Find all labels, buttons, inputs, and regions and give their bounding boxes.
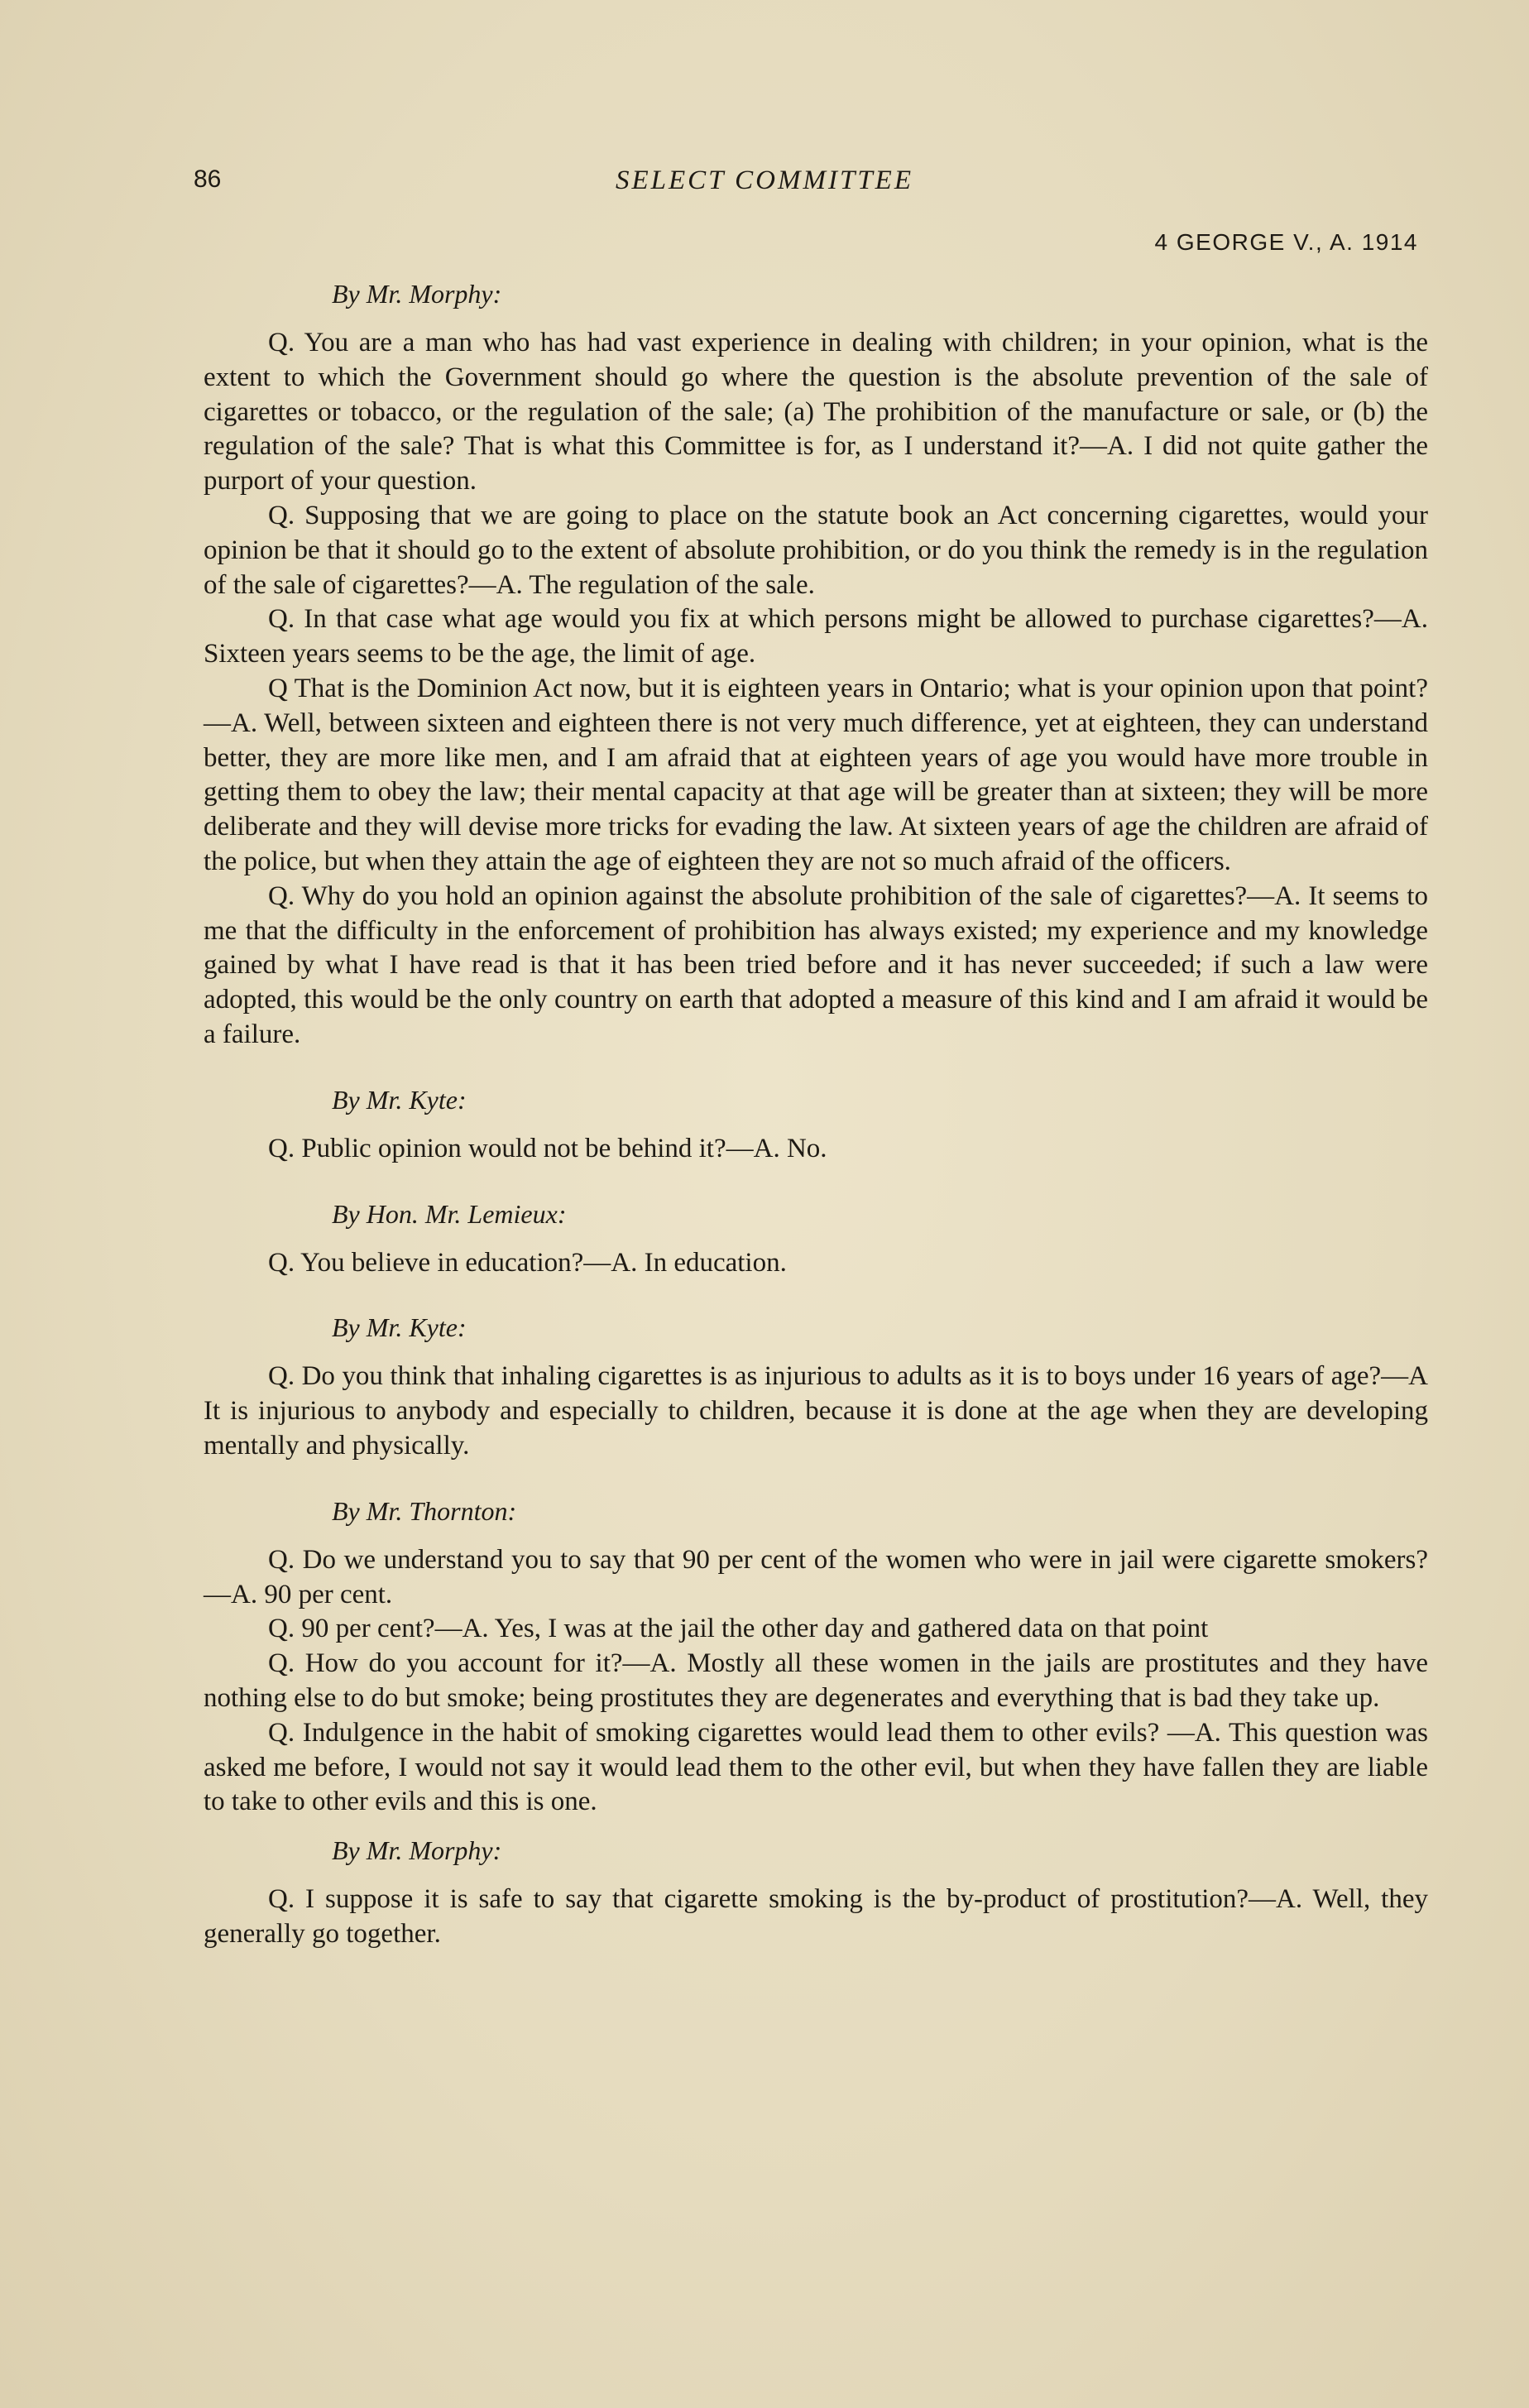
speaker-heading: By Mr. Morphy:	[332, 279, 502, 309]
question-answer-paragraph: Q. 90 per cent?—A. Yes, I was at the jail the other day and gathered data on that point	[268, 1614, 1209, 1644]
page-number: 86	[194, 165, 222, 193]
speaker-heading: By Mr. Kyte:	[332, 1312, 467, 1343]
question-answer-paragraph: Q. Indulgence in the habit of smoking cigarettes would lead them to other evils? —A. This question was asked me before, I would not say it would lead them to the other evil, but when they have fallen they are liable to take to other evils and this is one.	[204, 1717, 1428, 1817]
question-answer-paragraph: Q. In that case what age would you fix at which persons might be allowed to purchase cigarettes?—A. Sixteen years seems to be the age, the limit of age.	[204, 604, 1428, 669]
question-answer-paragraph: Q. How do you account for it?—A. Mostly all these women in the jails are prostitutes and they have nothing else to do but smoke; being prostitutes they are degenerates and everything that is bad they take up.	[204, 1648, 1428, 1713]
transcript-body	[204, 276, 1428, 1952]
running-header	[0, 165, 1529, 207]
question-answer-paragraph: Q. I suppose it is safe to say that cigarette smoking is the by-product of prostitution?—A. Well, they generally go together.	[204, 1884, 1428, 1949]
speaker-heading: By Hon. Mr. Lemieux:	[332, 1198, 567, 1229]
question-answer-paragraph: Q. You believe in education?—A. In education.	[268, 1247, 787, 1278]
question-answer-paragraph: Q. Why do you hold an opinion against the absolute prohibition of the sale of cigarettes?—A. It seems to me that the difficulty in the enforcement of prohibition has always existed; my experience and my knowledge gained by what I have read is that it has been tried before and it has never succeeded; if such a law were adopted, this would be the only country on earth that adopted a measure of this kind and I am afraid it would be a failure.	[204, 880, 1428, 1049]
question-answer-paragraph: Q. Supposing that we are going to place on the statute book an Act concerning cigarettes, would your opinion be that it should go to the extent of absolute prohibition, or do you think the remedy is in the regulation of the sale of cigarettes?—A. The regulation of the sale.	[204, 500, 1428, 600]
question-answer-paragraph: Q. You are a man who has had vast experience in dealing with children; in your opinion, what is the extent to which the Government should go where the question is the absolute prevention of the sale of cigarettes or tobacco, or the regulation of the sale; (a) The prohibition of the manufacture or sale, or (b) the regulation of the sale? That is what this Committee is for, as I understand it?—A. I did not quite gather the purport of your question.	[204, 328, 1428, 496]
session-reference: 4 GEORGE V., A. 1914	[1154, 229, 1418, 255]
question-answer-paragraph: Q. Do you think that inhaling cigarettes is as injurious to adults as it is to boys under 16 years of age?—A It is injurious to anybody and especially to children, because it is done at the age when they are developing mentally and physically.	[204, 1361, 1428, 1461]
speaker-heading: By Mr. Morphy:	[332, 1835, 502, 1866]
question-answer-paragraph: Q. Do we understand you to say that 90 per cent of the women who were in jail were cigarette smokers?—A. 90 per cent.	[204, 1544, 1428, 1609]
question-answer-paragraph: Q That is the Dominion Act now, but it is eighteen years in Ontario; what is your opinion upon that point?—A. Well, between sixteen and eighteen there is not very much difference, yet at eighteen, they can understand better, they are more like men, and I am afraid that at eighteen years of age you would have more trouble in getting them to obey the law; their mental capacity at that age will be greater than at sixteen; they will be more deliberate and they will devise more tricks for evading the law. At sixteen years of age the children are afraid of the police, but when they attain the age of eighteen they are not so much afraid of the officers.	[204, 673, 1428, 876]
speaker-heading: By Mr. Thornton:	[332, 1495, 517, 1526]
speaker-heading: By Mr. Kyte:	[332, 1084, 467, 1115]
question-answer-paragraph: Q. Public opinion would not be behind it?—A. No.	[268, 1133, 827, 1163]
header-title: SELECT COMMITTEE	[615, 165, 914, 195]
